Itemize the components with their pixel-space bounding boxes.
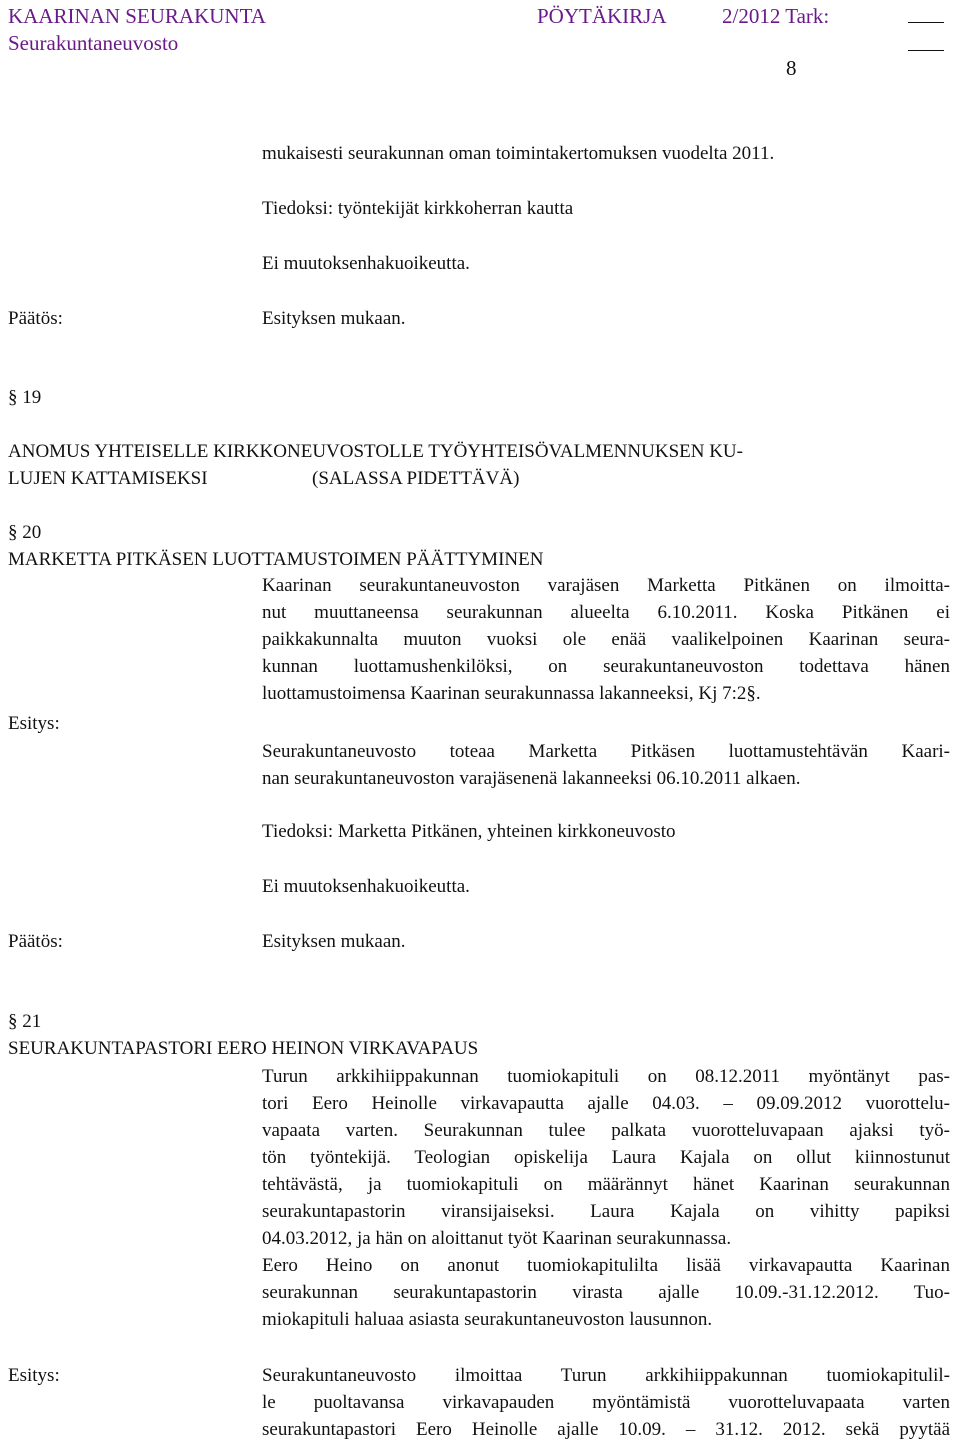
section-21-proposal-label: Esitys: <box>8 1365 60 1386</box>
header-doc-type: PÖYTÄKIRJA <box>537 4 667 28</box>
paragraph-line: Eero Heino on anonut tuomiokapitulilta lisää virkavapautta Kaarinan <box>262 1255 950 1276</box>
paragraph-line: seurakuntapastori Eero Heinolle ajalle 10.09. – 31.12. 2012. sekä pyytää <box>262 1419 950 1440</box>
paragraph-line: luottamustoimensa Kaarinan seurakunnassa lakanneeksi, Kj 7:2§. <box>262 683 761 704</box>
paragraph-line: seurakunnan seurakuntapastorin virasta ajalle 10.09.-31.12.2012. Tuo- <box>262 1282 950 1303</box>
paragraph-line: Kaarinan seurakuntaneuvoston varajäsen Marketta Pitkänen on ilmoitta- <box>262 575 950 596</box>
header-signature-line-1 <box>908 22 944 23</box>
paragraph-line: kunnan luottamushenkilöksi, on seurakuntaneuvoston todettava hänen <box>262 656 950 677</box>
section-21-proposal <box>262 1362 950 1443</box>
paragraph-line: vapaata varten. Seurakunnan tulee palkata vuorotteluvapaan ajaksi työ- <box>262 1120 950 1141</box>
top-no-appeal: Ei muutoksenhakuoikeutta. <box>262 253 470 274</box>
paragraph-line: seurakuntapastorin viransijaiseksi. Laura Kajala on vihitty papiksi <box>262 1201 950 1222</box>
section-19-title-line-2: LUJEN KATTAMISEKSI <box>8 468 208 489</box>
paragraph-line: tehtävästä, ja tuomiokapituli on määrännyt hänet Kaarinan seurakunnan <box>262 1174 950 1195</box>
section-20-decision-label: Päätös: <box>8 931 63 952</box>
paragraph-line: tori Eero Heinolle virkavapautta ajalle 04.03. – 09.09.2012 vuorottelu- <box>262 1093 950 1114</box>
section-21-title: SEURAKUNTAPASTORI EERO HEINON VIRKAVAPAUS <box>8 1038 479 1059</box>
top-decision-label: Päätös: <box>8 308 63 329</box>
section-20-no-appeal: Ei muutoksenhakuoikeutta. <box>262 876 470 897</box>
paragraph-line: le puoltavansa virkavapauden myöntämistä vuorotteluvapaata varten <box>262 1392 950 1413</box>
header-body-name: Seurakuntaneuvosto <box>8 31 179 55</box>
section-19-title-line-1: ANOMUS YHTEISELLE KIRKKONEUVOSTOLLE TYÖYHTEISÖVALMENNUKSEN KU- <box>8 441 743 462</box>
paragraph-line: Seurakuntaneuvosto toteaa Marketta Pitkäsen luottamustehtävän Kaari- <box>262 741 950 762</box>
section-20-proposal <box>262 738 950 792</box>
continuation-line: mukaisesti seurakunnan oman toimintakertomuksen vuodelta 2011. <box>262 143 775 164</box>
page-number: 8 <box>786 56 797 80</box>
paragraph-line: Seurakuntaneuvosto ilmoittaa Turun arkkihiippakunnan tuomiokapitulil- <box>262 1365 950 1386</box>
section-20-tiedoksi: Tiedoksi: Marketta Pitkänen, yhteinen kirkkoneuvosto <box>262 821 676 842</box>
header-signature-line-2 <box>908 50 944 51</box>
paragraph-line: 04.03.2012, ja hän on aloittanut työt Kaarinan seurakunnassa. <box>262 1228 732 1249</box>
paragraph-line: nan seurakuntaneuvoston varajäsenenä lakanneeksi 06.10.2011 alkaen. <box>262 768 801 789</box>
paragraph-line: tön työntekijä. Teologian opiskelija Laura Kajala on ollut kiinnostunut <box>262 1147 950 1168</box>
section-19-confidential-note: (SALASSA PIDETTÄVÄ) <box>312 468 520 489</box>
section-20-proposal-label: Esitys: <box>8 713 60 734</box>
header-doc-number: 2/2012 Tark: <box>722 4 830 28</box>
section-19-number: § 19 <box>8 387 42 408</box>
paragraph-line: paikkakunnalta muuton vuoksi ole enää vaalikelpoinen Kaarinan seura- <box>262 629 950 650</box>
section-20-number: § 20 <box>8 522 42 543</box>
paragraph-line: Turun arkkihiippakunnan tuomiokapituli on 08.12.2011 myöntänyt pas- <box>262 1066 950 1087</box>
section-21-body <box>262 1063 950 1333</box>
section-20-title: MARKETTA PITKÄSEN LUOTTAMUSTOIMEN PÄÄTTYMINEN <box>8 549 544 570</box>
section-20-body <box>262 572 950 707</box>
paragraph-line: miokapituli haluaa asiasta seurakuntaneuvoston lausunnon. <box>262 1309 713 1330</box>
section-20-decision-text: Esityksen mukaan. <box>262 931 406 952</box>
paragraph-line: nut muuttaneensa seurakunnan alueelta 6.10.2011. Koska Pitkänen ei <box>262 602 950 623</box>
section-21-number: § 21 <box>8 1011 42 1032</box>
top-tiedoksi: Tiedoksi: työntekijät kirkkoherran kautta <box>262 198 574 219</box>
header-org: KAARINAN SEURAKUNTA <box>8 4 266 28</box>
top-decision-text: Esityksen mukaan. <box>262 308 406 329</box>
